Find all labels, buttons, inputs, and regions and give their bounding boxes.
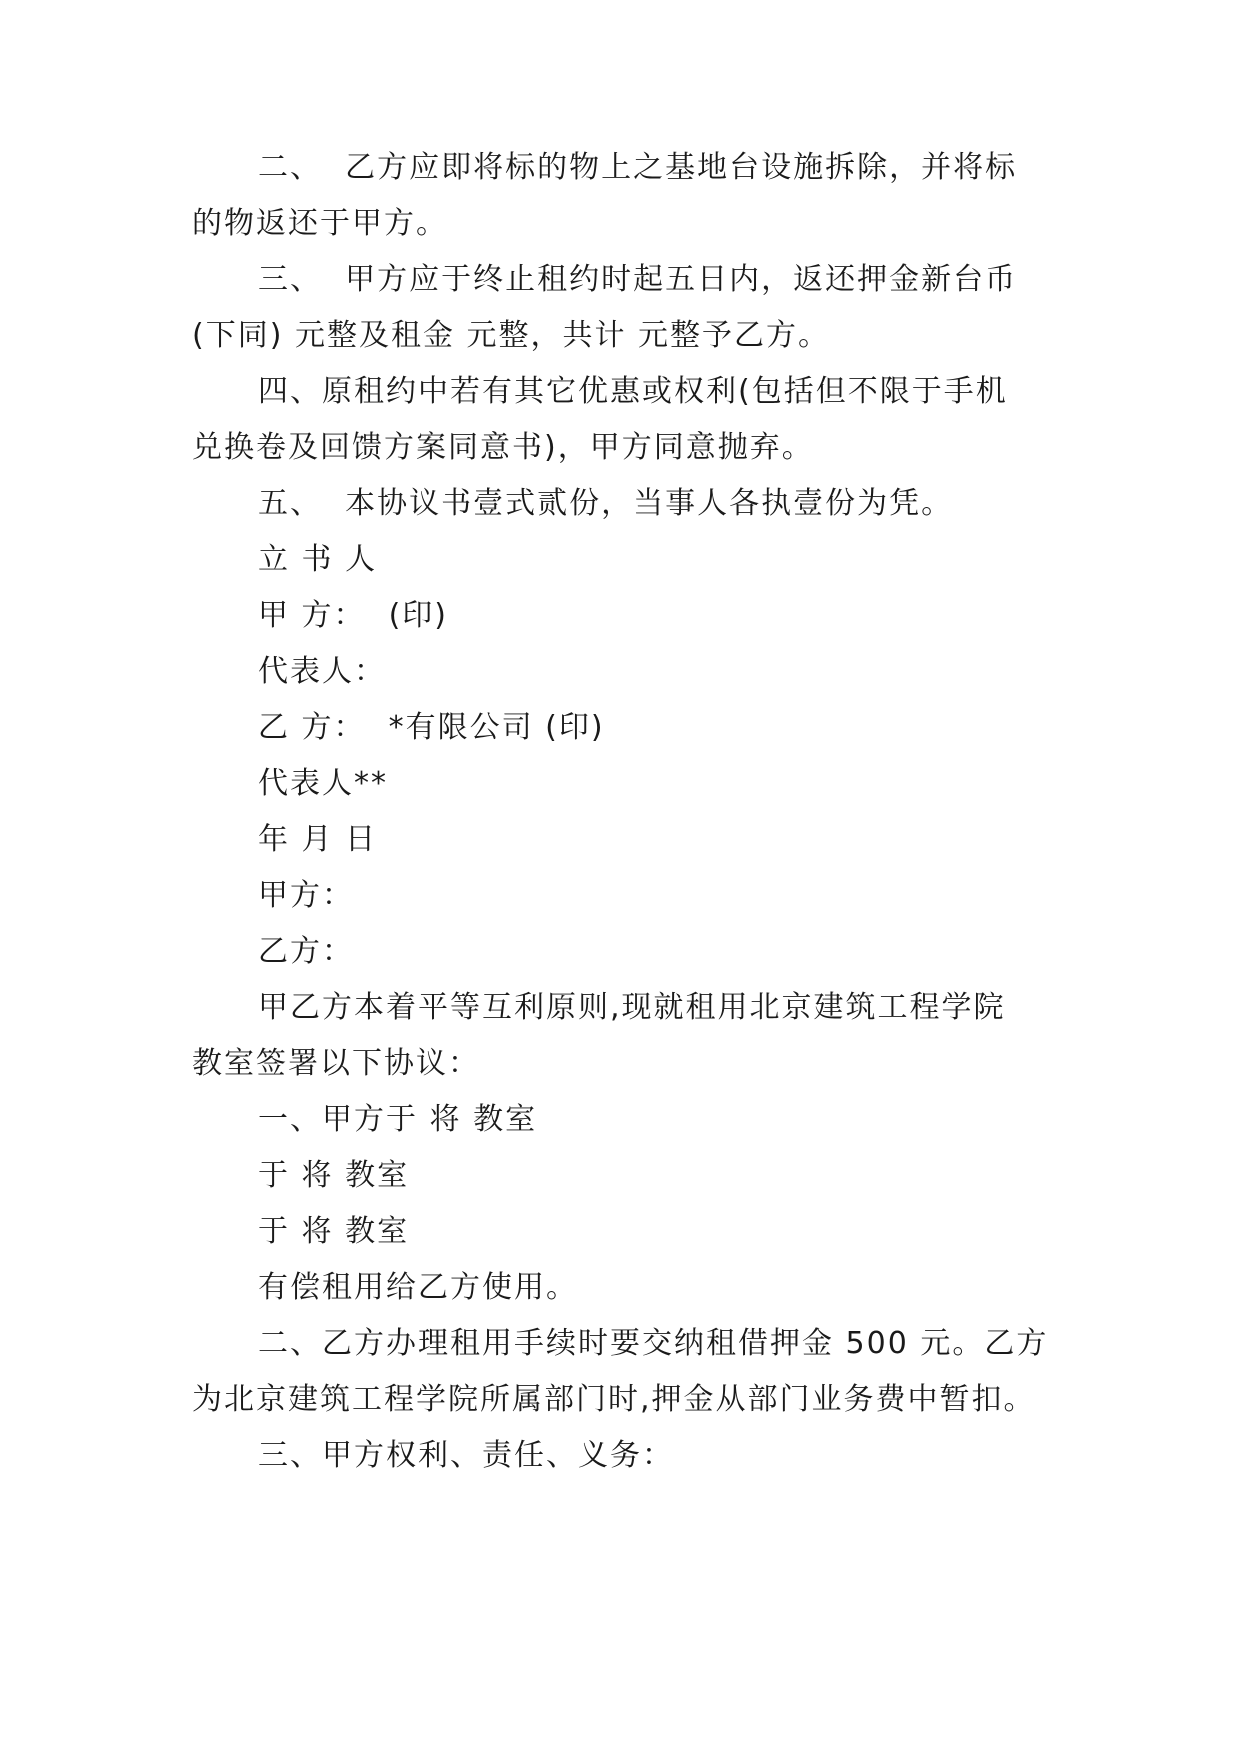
paragraph-2-line-1: 二、 乙方应即将标的物上之基地台设施拆除，并将标 bbox=[258, 150, 1018, 185]
party-a-label: 甲方： bbox=[258, 878, 354, 913]
party-a-representative: 代表人： bbox=[258, 654, 386, 689]
paragraph-3-line-2: (下同) 元整及租金 元整，共计 元整予乙方。 bbox=[192, 318, 831, 353]
party-b-representative: 代表人** bbox=[258, 766, 388, 801]
party-a-seal: 甲 方： (印) bbox=[258, 598, 449, 633]
party-b-label: 乙方： bbox=[258, 934, 354, 969]
date-line: 年 月 日 bbox=[258, 822, 378, 857]
clause-1-line-4: 有偿租用给乙方使用。 bbox=[258, 1270, 578, 1305]
clause-2-line-1: 二、乙方办理租用手续时要交纳租借押金 500 元。乙方 bbox=[258, 1326, 1049, 1361]
intro-line-1: 甲乙方本着平等互利原则,现就租用北京建筑工程学院 bbox=[258, 990, 1006, 1025]
signatory-heading: 立 书 人 bbox=[258, 542, 378, 577]
paragraph-5: 五、 本协议书壹式贰份，当事人各执壹份为凭。 bbox=[258, 486, 954, 521]
intro-line-2: 教室签署以下协议： bbox=[192, 1046, 480, 1081]
party-b-seal: 乙 方： *有限公司 (印) bbox=[258, 710, 605, 745]
clause-3-heading: 三、甲方权利、责任、义务： bbox=[258, 1438, 674, 1473]
clause-1-line-3: 于 将 教室 bbox=[258, 1214, 410, 1249]
clause-1-line-1: 一、甲方于 将 教室 bbox=[258, 1102, 538, 1137]
paragraph-2-line-2: 的物返还于甲方。 bbox=[192, 206, 448, 241]
paragraph-4-line-1: 四、原租约中若有其它优惠或权利(包括但不限于手机 bbox=[258, 374, 1008, 409]
paragraph-4-line-2: 兑换卷及回馈方案同意书)，甲方同意抛弃。 bbox=[192, 430, 814, 465]
paragraph-3-line-1: 三、 甲方应于终止租约时起五日内，返还押金新台币 bbox=[258, 262, 1018, 297]
clause-2-line-2: 为北京建筑工程学院所属部门时,押金从部门业务费中暂扣。 bbox=[192, 1382, 1036, 1417]
clause-1-line-2: 于 将 教室 bbox=[258, 1158, 410, 1193]
